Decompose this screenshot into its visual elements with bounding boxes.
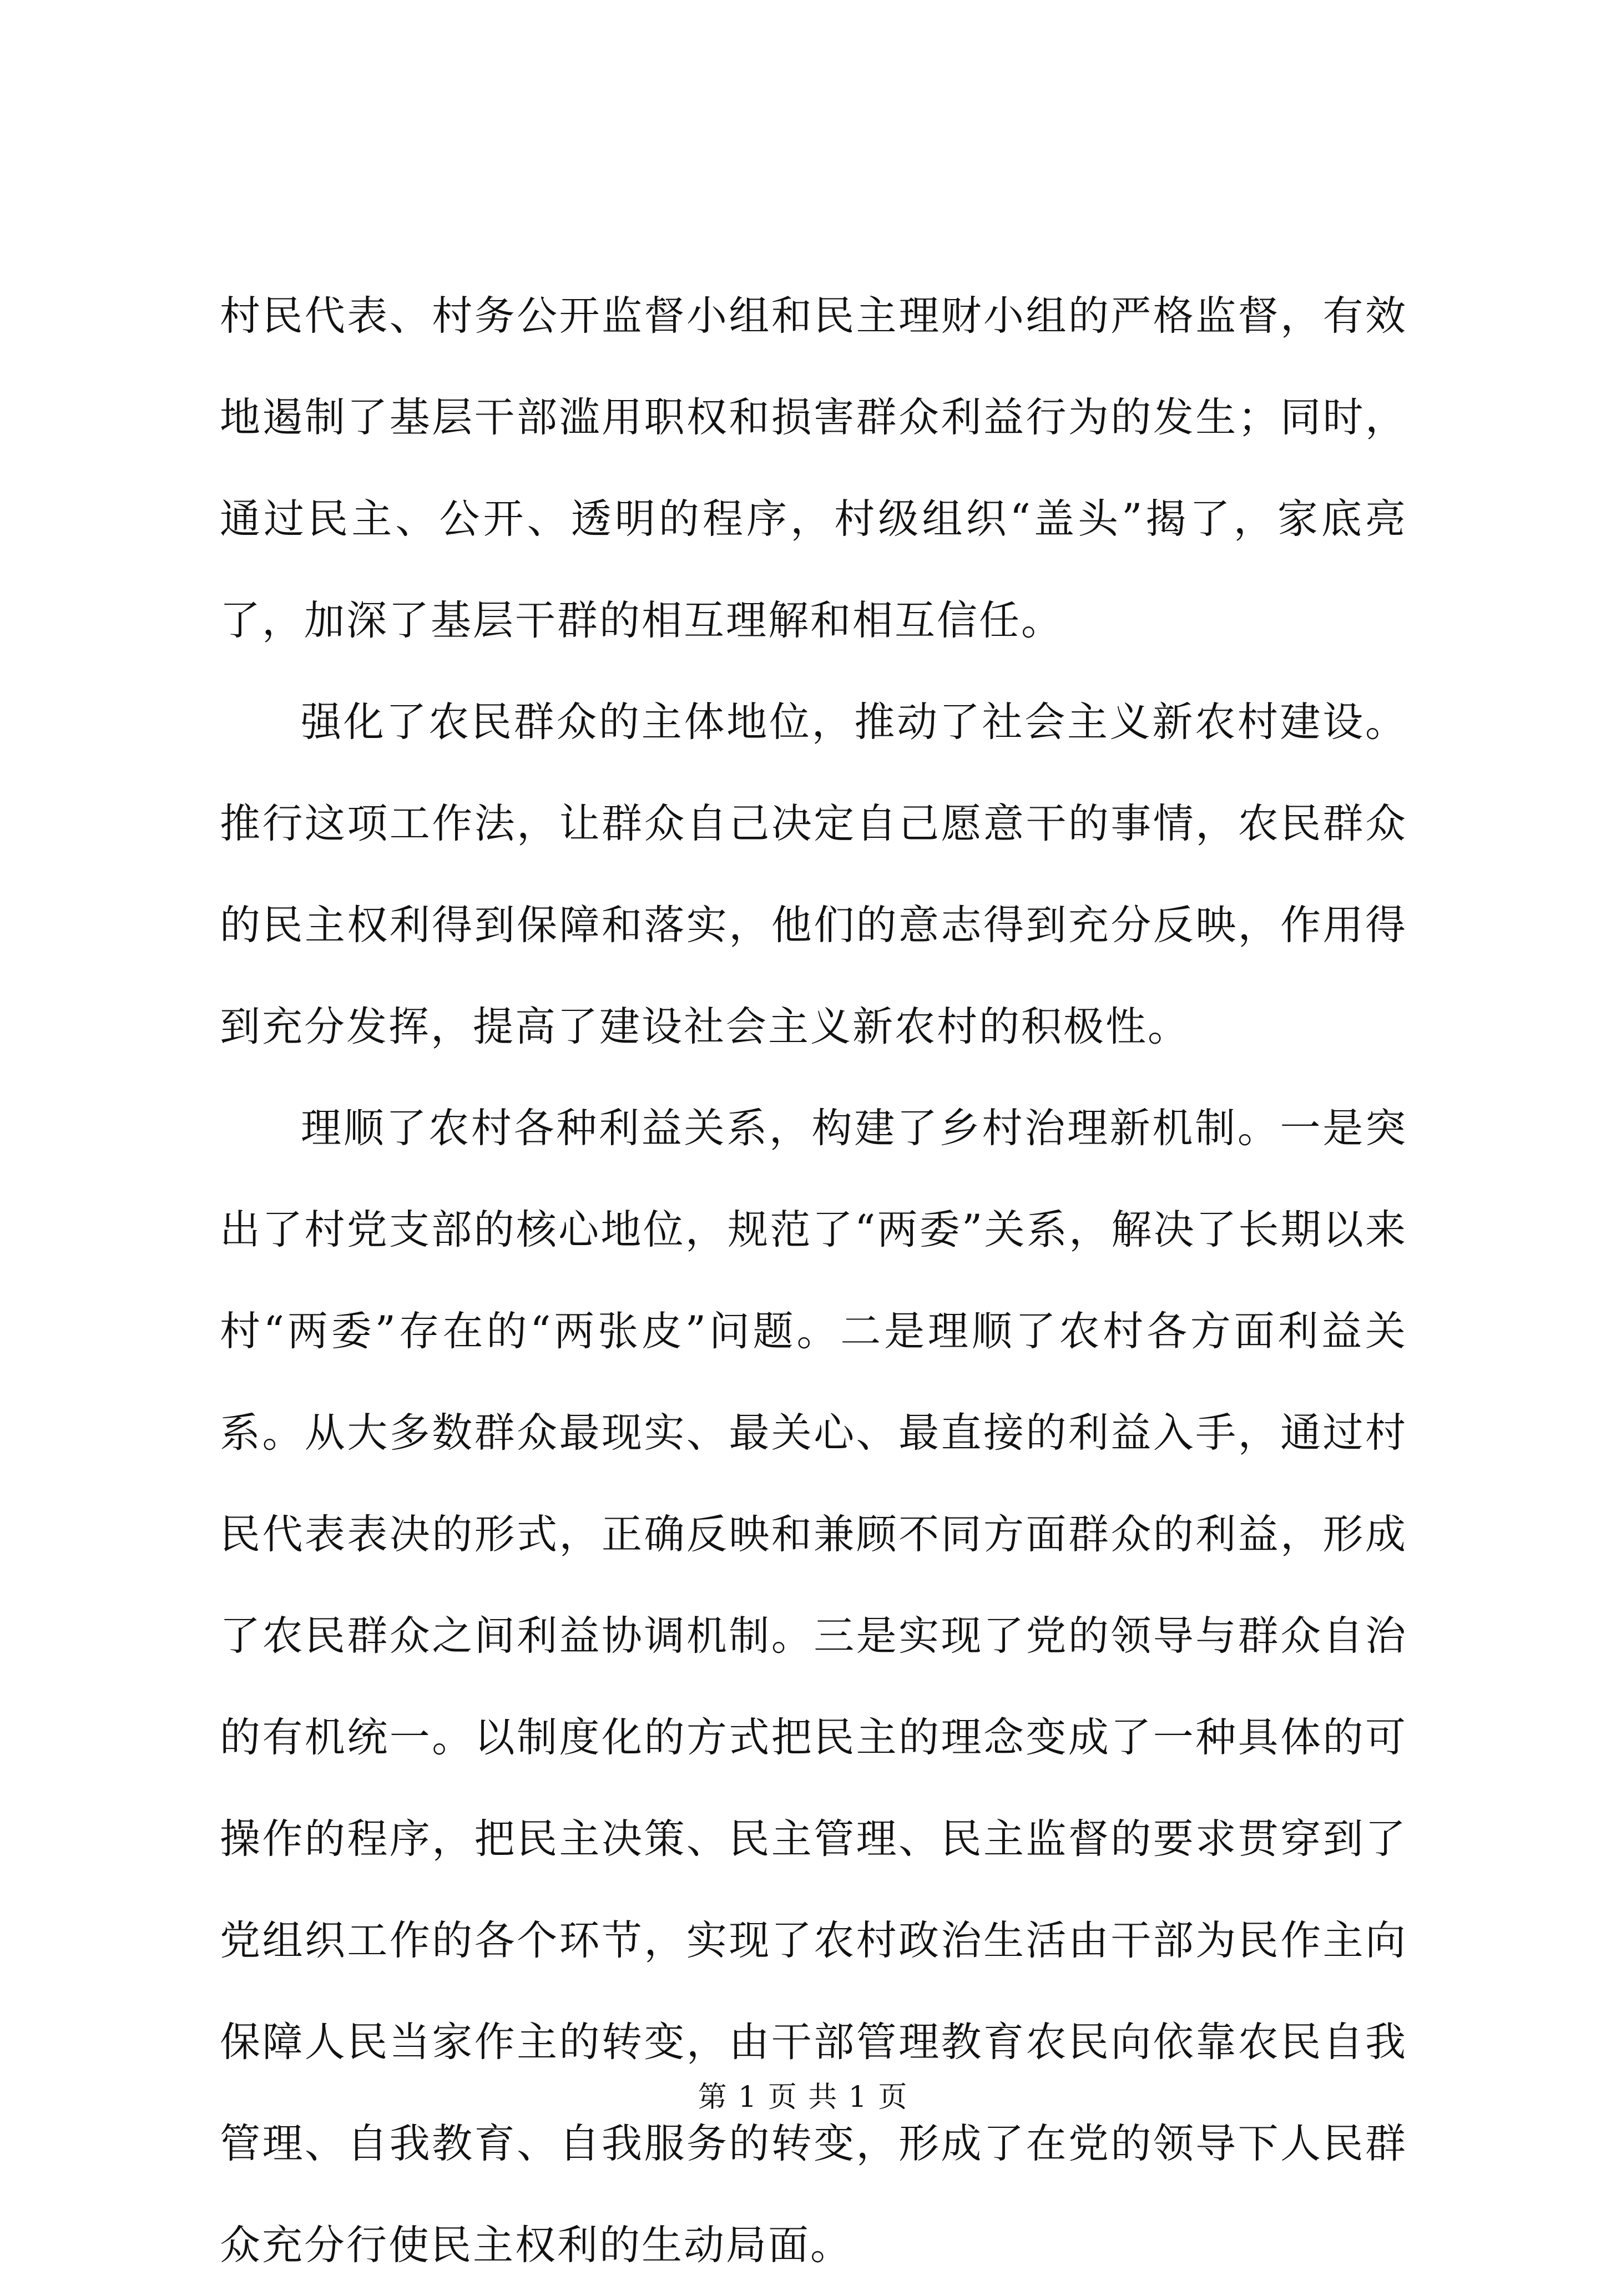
page-footer: 第 1 页 共 1 页 [698,2081,908,2114]
paragraph-peasant-subject-status: 强化了农民群众的主体地位，推动了社会主义新农村建设。推行这项工作法，让群众自己决定自己愿意干的事情，农民群众的民主权利得到保障和落实，他们的意志得到充分反映，作用得到充分发挥，提高了建设社会主义新农村的积极性。 [220,699,1407,1050]
document-body [220,265,1407,2296]
paragraph-rural-governance: 理顺了农村各种利益关系，构建了乡村治理新机制。一是突出了村党支部的核心地位，规范了“两委”关系，解决了长期以来村“两委”存在的“两张皮”问题。二是理顺了农村各方面利益关系。从大多数群众最现实、最关心、最直接的利益入手，通过村民代表表决的形式，正确反映和兼顾不同方面群众的利益，形成了农民群众之间利益协调机制。三是实现了党的领导与群众自治的有机统一。以制度化的方式把民主的理念变成了一种具体的可操作的程序，把民主决策、民主管理、民主监督的要求贯穿到了党组织工作的各个环节，实现了农村政治生活由干部为民作主向保障人民当家作主的转变，由干部管理教育农民向依靠农民自我管理、自我教育、自我服务的转变，形成了在党的领导下人民群众充分行使民主权利的生动局面。 [220,1105,1407,2269]
paragraph-continuation: 村民代表、村务公开监督小组和民主理财小组的严格监督，有效地遏制了基层干部滥用职权和损害群众利益行为的发生；同时，通过民主、公开、透明的程序，村级组织“盖头”揭了，家底亮了，加深了基层干群的相互理解和相互信任。 [220,292,1407,644]
